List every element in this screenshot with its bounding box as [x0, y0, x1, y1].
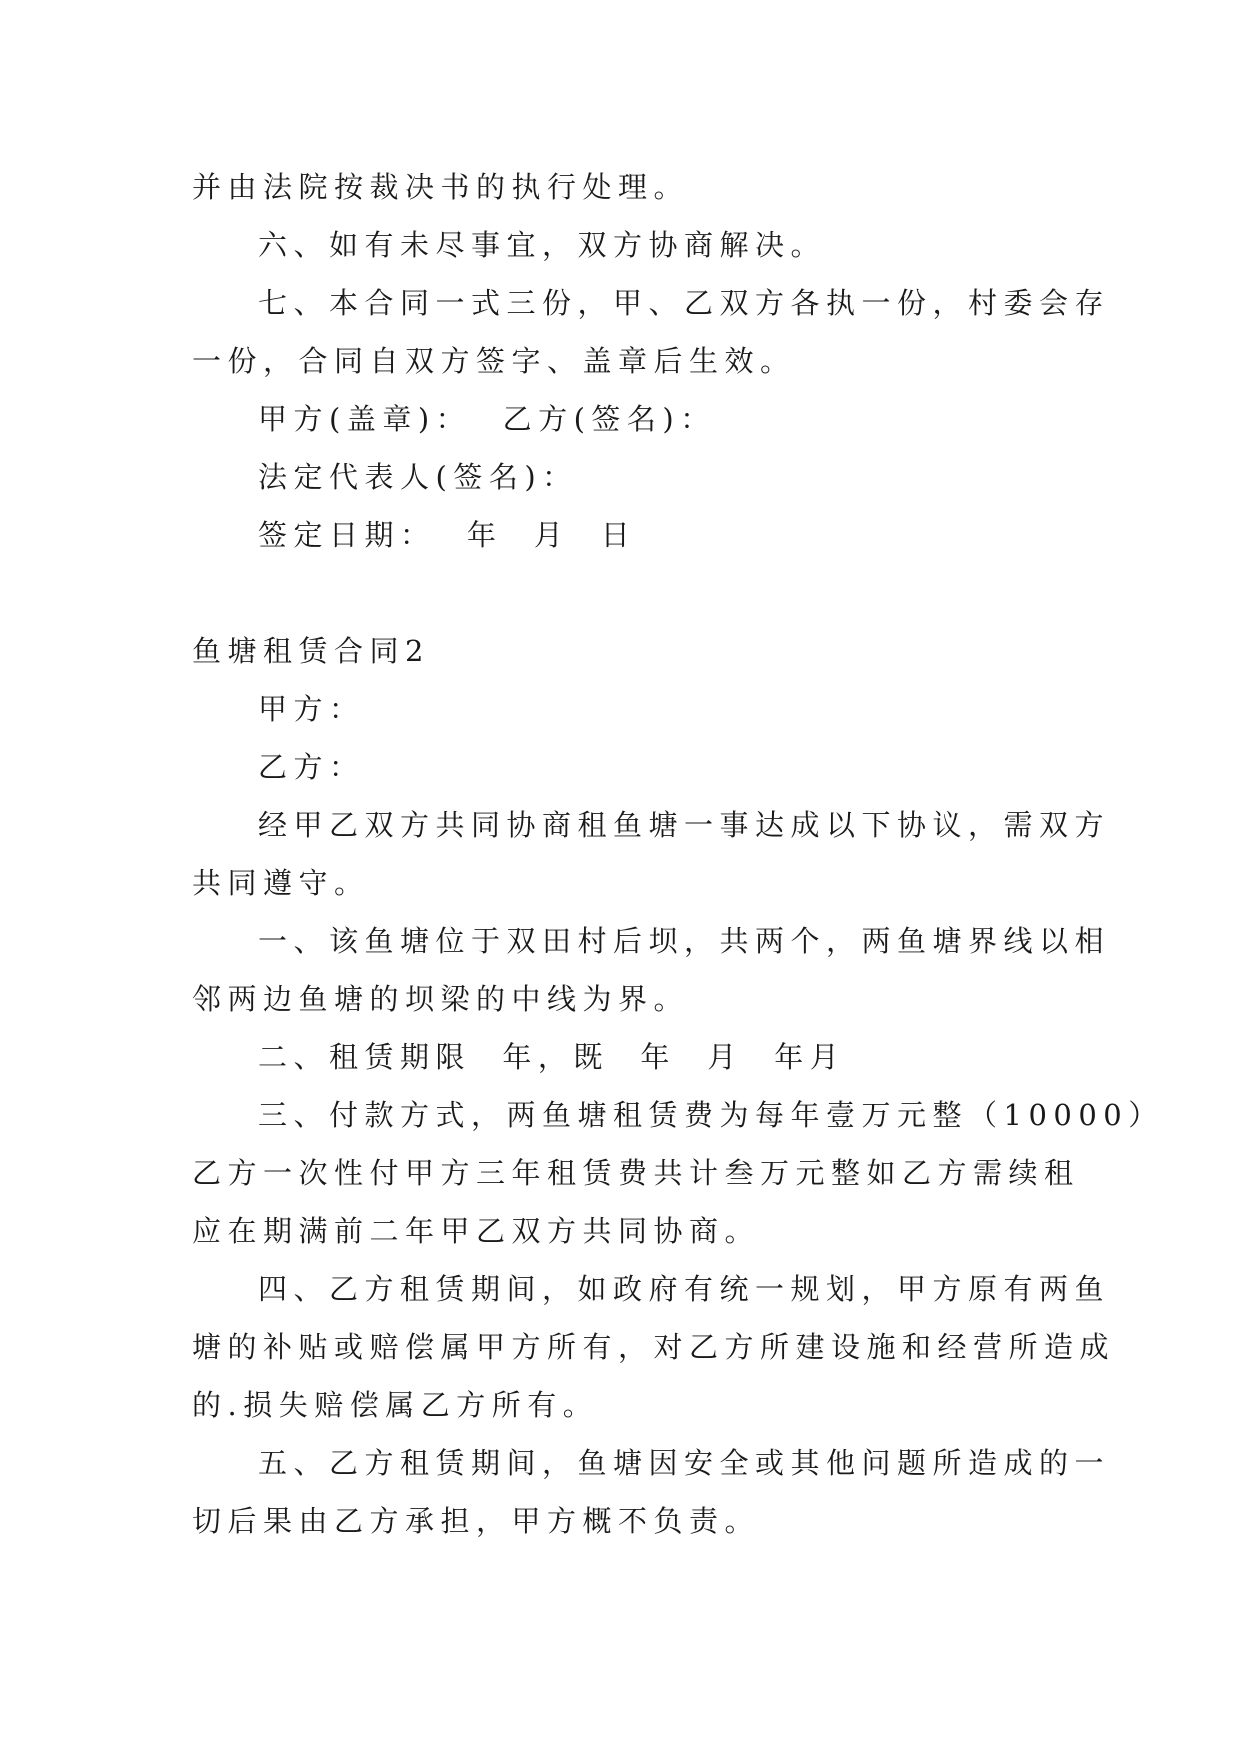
legal-representative: 法定代表人(签名)：: [258, 460, 578, 494]
clause-3-line-3: 应在期满前二年甲乙双方共同协商。: [192, 1214, 761, 1248]
intro-line-1: 经甲乙双方共同协商租鱼塘一事达成以下协议，需双方: [258, 808, 1111, 842]
clause-3-line-1: 三、付款方式，两鱼塘租赁费为每年壹万元整（10000）: [258, 1098, 1164, 1132]
signing-date: 签定日期： 年 月 日: [258, 518, 637, 552]
intro-line-2: 共同遵守。: [192, 866, 370, 900]
section-2-title: 鱼塘租赁合同2: [192, 634, 430, 668]
continuation-text: 并由法院按裁决书的执行处理。: [192, 170, 690, 204]
clause-2: 二、租赁期限 年，既 年 月 年月: [258, 1040, 846, 1074]
clause-4-line-2: 塘的补贴或赔偿属甲方所有，对乙方所建设施和经营所造成: [192, 1330, 1116, 1364]
clause-3-line-2: 乙方一次性付甲方三年租赁费共计叁万元整如乙方需续租: [192, 1156, 1080, 1190]
clause-4-line-3: 的.损失赔偿属乙方所有。: [192, 1388, 599, 1422]
party-a: 甲方：: [258, 692, 365, 726]
signature-parties: 甲方(盖章)： 乙方(签名)：: [258, 402, 716, 436]
clause-5-line-2: 切后果由乙方承担，甲方概不负责。: [192, 1504, 761, 1538]
clause-4-line-1: 四、乙方租赁期间，如政府有统一规划，甲方原有两鱼: [258, 1272, 1111, 1306]
party-b: 乙方：: [258, 750, 365, 784]
document-body: [192, 158, 1164, 1550]
clause-5-line-1: 五、乙方租赁期间，鱼塘因安全或其他问题所造成的一: [258, 1446, 1111, 1480]
section-spacer: [192, 564, 1062, 622]
clause-7-line-2: 一份，合同自双方签字、盖章后生效。: [192, 344, 796, 378]
clause-1-line-2: 邻两边鱼塘的坝梁的中线为界。: [192, 982, 690, 1016]
clause-7-line-1: 七、本合同一式三份，甲、乙双方各执一份，村委会存: [258, 286, 1111, 320]
clause-1-line-1: 一、该鱼塘位于双田村后坝，共两个，两鱼塘界线以相: [258, 924, 1111, 958]
clause-6: 六、如有未尽事宜，双方协商解决。: [258, 228, 827, 262]
